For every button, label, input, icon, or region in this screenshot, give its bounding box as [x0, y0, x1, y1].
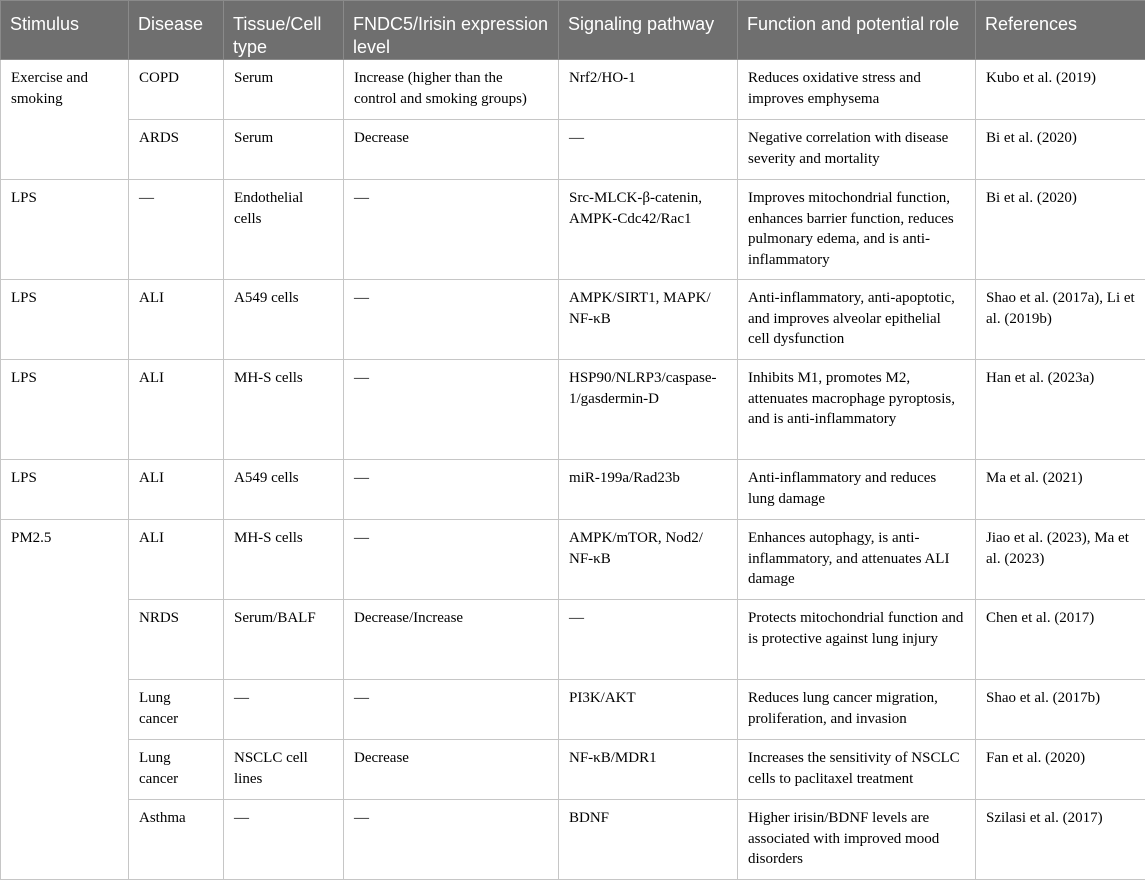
cell-references: Shao et al. (2017b) [976, 680, 1145, 740]
cell-expression: — [344, 680, 559, 740]
cell-pathway: HSP90/NLRP3/caspase-1/gasdermin-D [559, 360, 738, 460]
cell-pathway: Src-MLCK-β-catenin, AMPK-Cdc42/Rac1 [559, 180, 738, 280]
cell-stimulus: LPS [1, 180, 129, 280]
cell-tissue: MH-S cells [224, 520, 344, 600]
cell-stimulus: LPS [1, 460, 129, 520]
table-row [1, 460, 1145, 520]
table-row [1, 680, 1145, 740]
cell-tissue: A549 cells [224, 460, 344, 520]
cell-tissue: — [224, 680, 344, 740]
cell-disease: ALI [129, 520, 224, 600]
cell-references: Ma et al. (2021) [976, 460, 1145, 520]
cell-references: Szilasi et al. (2017) [976, 800, 1145, 880]
cell-tissue: Serum [224, 60, 344, 120]
table-row [1, 600, 1145, 680]
header-tissue-cell-type: Tissue/Cell type [224, 1, 344, 60]
cell-disease: ARDS [129, 120, 224, 180]
cell-expression: Decrease/Increase [344, 600, 559, 680]
table-row [1, 360, 1145, 460]
header-signaling-pathway: Signaling pathway [559, 1, 738, 60]
cell-disease: ALI [129, 280, 224, 360]
header-references: References [976, 1, 1145, 60]
cell-expression: Increase (higher than the control and smoking groups) [344, 60, 559, 120]
cell-stimulus: LPS [1, 280, 129, 360]
header-disease: Disease [129, 1, 224, 60]
table-row [1, 740, 1145, 800]
cell-pathway: AMPK/mTOR, Nod2/ NF-κB [559, 520, 738, 600]
cell-pathway: Nrf2/HO-1 [559, 60, 738, 120]
cell-pathway: — [559, 600, 738, 680]
cell-function: Reduces lung cancer migration, proliferation, and invasion [738, 680, 976, 740]
cell-disease: NRDS [129, 600, 224, 680]
cell-function: Improves mitochondrial function, enhances barrier function, reduces pulmonary edema, and is anti-inflammatory [738, 180, 976, 280]
cell-expression: Decrease [344, 740, 559, 800]
cell-tissue: MH-S cells [224, 360, 344, 460]
table-row [1, 800, 1145, 880]
cell-pathway: PI3K/AKT [559, 680, 738, 740]
cell-tissue: NSCLC cell lines [224, 740, 344, 800]
cell-pathway: BDNF [559, 800, 738, 880]
cell-tissue: Serum [224, 120, 344, 180]
cell-disease: ALI [129, 360, 224, 460]
cell-references: Bi et al. (2020) [976, 120, 1145, 180]
header-stimulus: Stimulus [1, 1, 129, 60]
cell-tissue: — [224, 800, 344, 880]
header-row [1, 1, 1145, 60]
table-row [1, 120, 1145, 180]
cell-expression: — [344, 800, 559, 880]
cell-pathway: — [559, 120, 738, 180]
cell-references: Kubo et al. (2019) [976, 60, 1145, 120]
cell-disease: Lung cancer [129, 740, 224, 800]
header-expression-level: FNDC5/Irisin expression level [344, 1, 559, 60]
cell-expression: Decrease [344, 120, 559, 180]
cell-pathway: NF-κB/MDR1 [559, 740, 738, 800]
cell-function: Protects mitochondrial function and is protective against lung injury [738, 600, 976, 680]
cell-references: Fan et al. (2020) [976, 740, 1145, 800]
cell-tissue: Serum/BALF [224, 600, 344, 680]
cell-pathway: AMPK/SIRT1, MAPK/ NF-κB [559, 280, 738, 360]
cell-stimulus: PM2.5 [1, 520, 129, 880]
cell-tissue: A549 cells [224, 280, 344, 360]
cell-disease: ALI [129, 460, 224, 520]
cell-expression: — [344, 280, 559, 360]
table-row [1, 280, 1145, 360]
cell-function: Reduces oxidative stress and improves emphysema [738, 60, 976, 120]
cell-disease: Lung cancer [129, 680, 224, 740]
cell-stimulus: Exercise and smoking [1, 60, 129, 180]
cell-expression: — [344, 180, 559, 280]
cell-pathway: miR-199a/Rad23b [559, 460, 738, 520]
table-header [1, 1, 1145, 60]
table-body [1, 60, 1145, 880]
cell-references: Shao et al. (2017a), Li et al. (2019b) [976, 280, 1145, 360]
cell-references: Jiao et al. (2023), Ma et al. (2023) [976, 520, 1145, 600]
cell-function: Inhibits M1, promotes M2, attenuates macrophage pyroptosis, and is anti-inflammatory [738, 360, 976, 460]
cell-function: Negative correlation with disease severity and mortality [738, 120, 976, 180]
cell-references: Bi et al. (2020) [976, 180, 1145, 280]
cell-stimulus: LPS [1, 360, 129, 460]
cell-references: Han et al. (2023a) [976, 360, 1145, 460]
cell-function: Enhances autophagy, is anti-inflammatory, and attenuates ALI damage [738, 520, 976, 600]
cell-disease: — [129, 180, 224, 280]
cell-expression: — [344, 460, 559, 520]
cell-function: Anti-inflammatory and reduces lung damage [738, 460, 976, 520]
table-row [1, 520, 1145, 600]
cell-references: Chen et al. (2017) [976, 600, 1145, 680]
cell-disease: COPD [129, 60, 224, 120]
cell-function: Higher irisin/BDNF levels are associated with improved mood disorders [738, 800, 976, 880]
cell-function: Increases the sensitivity of NSCLC cells to paclitaxel treatment [738, 740, 976, 800]
cell-expression: — [344, 520, 559, 600]
cell-tissue: Endothelial cells [224, 180, 344, 280]
cell-expression: — [344, 360, 559, 460]
cell-function: Anti-inflammatory, anti-apoptotic, and improves alveolar epithelial cell dysfunction [738, 280, 976, 360]
header-function-role: Function and potential role [738, 1, 976, 60]
table-row [1, 180, 1145, 280]
cell-disease: Asthma [129, 800, 224, 880]
table-row [1, 60, 1145, 120]
